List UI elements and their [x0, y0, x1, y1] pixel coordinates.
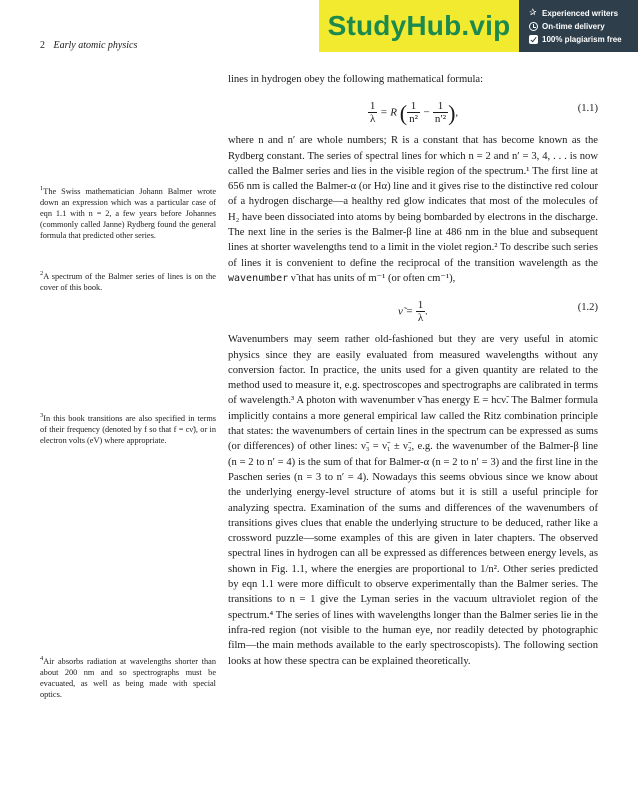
- fraction-numerator: 1: [407, 101, 420, 113]
- margin-note-1: [40, 183, 216, 241]
- fraction-lhs: [368, 101, 378, 125]
- paragraph-2: Wavenumbers may seem rather old-fashioned but they are very useful in atomic physics since they are easily evaluated from measured wavelengths without any conversion factor. In practice, the units used for a given quantity are related to the method used to measure it, e.g. spectroscopes and spectrographs are calibrated in terms of wavelength.³ A photon with wavenumber ν̃ has energy E = hcν̃. The Balmer formula implicitly contains a more general empirical law called the Ritz combination principle that states: the wavenumbers of certain lines in the spectrum can be expressed as sums (or differences) of other lines: ν̃₃ = ν̃₁ ± ν̃₂, e.g. the wavenumber of the Balmer-β line (n = 2 to n′ = 4) is the sum of that for Balmer-α (n = 2 to n′ = 3) and the first line in the Paschen series (n = 3 to n′ = 4). Nowadays this seems obvious since we know about the underlying energy-level structure of atoms but it is still a useful principle for analyzing spectra. Examination of the sums and differences of the wavenumbers of transitions gives clues that enable the underlying structure to be deduced, rather like a crossword puzzle—some examples of this are given in later chapters. The observed spectral lines in hydrogen can all be expressed as differences between energy levels, as shown in Fig. 1.1, where the energies are proportional to 1/n². Other series predicted by eqn 1.1 were more difficult to observe experimentally than the Balmer series. The transitions to n = 1 give the Lyman series in the vacuum ultraviolet region of the spectrum.⁴ The series of lines with wavelengths longer than the Balmer series lie in the infra-red region (not visible to the human eye, nor readily detected by photographic film—the main methods available to the early spectroscopists). The following section looks at how these spectra can be explained theoretically.: [228, 334, 598, 667]
- intro-line: lines in hydrogen obey the following mathematical formula:: [228, 74, 484, 85]
- check-icon: [529, 35, 538, 44]
- banner-logo-box[interactable]: [319, 0, 519, 52]
- note-mark: 1: [40, 185, 44, 192]
- clock-icon: [529, 22, 538, 31]
- minus-sign: −: [422, 106, 431, 119]
- claim-item: [529, 20, 638, 33]
- studyhub-logo[interactable]: StudyHub.vip: [327, 10, 511, 41]
- equation-1-1: [228, 95, 598, 125]
- studyhub-banner[interactable]: [319, 0, 638, 52]
- equation-tail: .: [425, 305, 429, 318]
- equation-rhs-symbol: = R: [380, 106, 398, 119]
- claim-item: [529, 33, 638, 46]
- fraction-numerator: 1: [369, 100, 376, 113]
- claim-text: Experienced writers: [542, 9, 619, 18]
- equation-1-2: [228, 294, 598, 324]
- equation-number: (1.1): [577, 103, 598, 115]
- note-text: A spectrum of the Balmer series of lines is on the cover of this book.: [40, 271, 216, 292]
- star-icon: [529, 9, 538, 18]
- banner-claims: [519, 0, 638, 52]
- right-paren: ): [448, 100, 456, 126]
- fraction-term-1: [407, 101, 420, 125]
- margin-note-2: [40, 268, 216, 293]
- fraction-denominator: n²: [409, 113, 418, 126]
- margin-note-4: [40, 653, 216, 700]
- running-header: [40, 40, 137, 51]
- note-text: In this book transitions are also specified in terms of their frequency (denoted by f so that f = cν̃), or in electron volts (eV) where appropriate.: [40, 413, 216, 445]
- note-text: The Swiss mathematician Johann Balmer wrote down an expression which was a particular case of eqn 1.1 with n = 2, a few years before Johannes (commonly called Janne) Rydberg found the general formula that predicted other series.: [40, 186, 216, 240]
- equation-tail: ,: [455, 106, 459, 119]
- fraction-numerator: 1: [417, 299, 424, 312]
- fraction-denominator: λ: [369, 113, 376, 126]
- note-mark: 4: [40, 655, 44, 662]
- page-number: 2: [40, 40, 45, 51]
- equation-1-1-body: [228, 101, 598, 125]
- note-mark: 2: [40, 270, 44, 277]
- paragraph-1: [228, 133, 598, 286]
- fraction-denominator: λ: [417, 312, 424, 325]
- equation-1-2-body: [228, 300, 598, 324]
- claim-text: On-time delivery: [542, 22, 605, 31]
- equation-lhs: ν̃ =: [397, 305, 414, 318]
- fraction-1-over-lambda: [416, 299, 429, 325]
- main-text-column: [228, 72, 598, 669]
- margin-note-3: [40, 410, 216, 446]
- fraction-numerator: 1: [433, 101, 448, 113]
- left-paren: (: [399, 100, 408, 126]
- fraction-term-2: [433, 101, 448, 125]
- fraction-denominator: n′²: [434, 113, 447, 126]
- note-mark: 3: [40, 412, 44, 419]
- paragraph-1-text: where n and n′ are whole numbers; R is a constant that has become known as the Rydberg constant. The series of spectral lines for which n = 2 and n′ = 3, 4, . . . is now called the Balmer series and lies in the visible region of the spectrum.¹ The first line at 656 nm is called the Balmer-α (or Hα) line and it gives rise to the distinctive red colour of a hydrogen discharge—a healthy red glow indicates that most of the molecules of H₂ have been dissociated into atoms by being bombarded by electrons in the discharge. The next line in the series is the Balmer-β line at 486 nm in the blue and subsequent lines at shorter wavelengths tend to a limit in the violet region.² To describe such series of lines it is convenient to define the reciprocal of the transition wavelength as the: [228, 135, 598, 269]
- note-text: Air absorbs radiation at wavelengths shorter than about 200 nm and so spectrographs must be evacuated, as well as being made with special optics.: [40, 656, 216, 699]
- paragraph-1-tail: ν̃ that has units of m⁻¹ (or often cm⁻¹),: [288, 272, 456, 284]
- claim-text: 100% plagiarism free: [542, 35, 622, 44]
- chapter-title: Early atomic physics: [53, 40, 138, 51]
- claim-item: [529, 7, 638, 20]
- equation-number: (1.2): [577, 302, 598, 314]
- term-wavenumber: wavenumber: [228, 272, 289, 284]
